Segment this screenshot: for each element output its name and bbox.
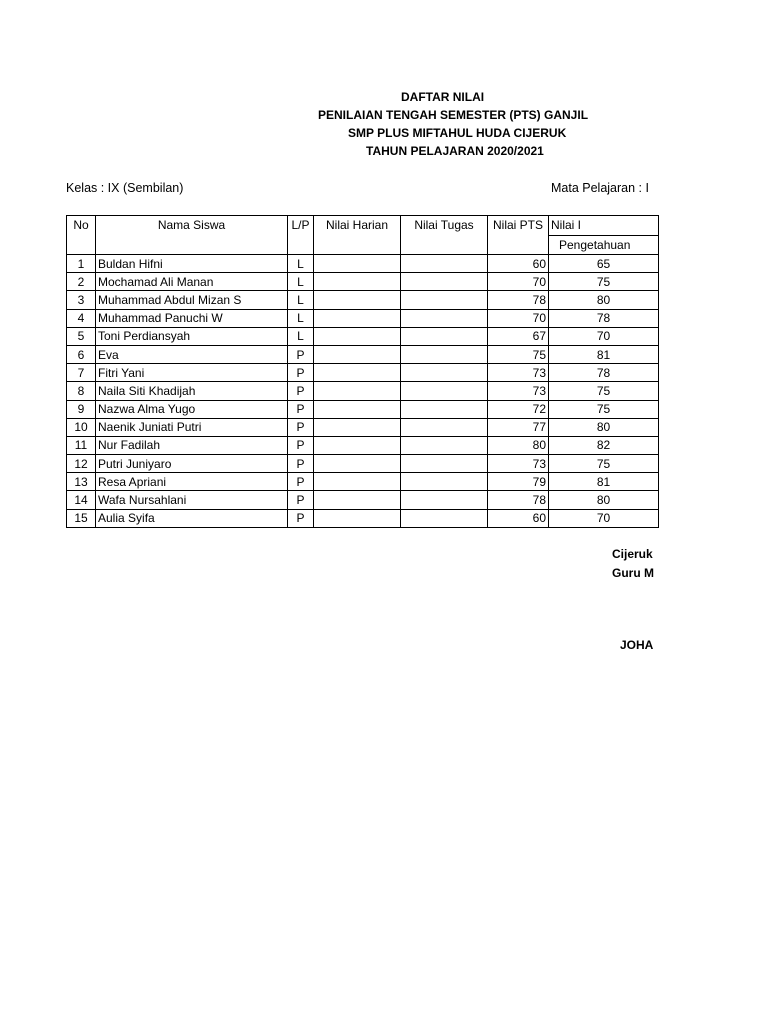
subject-label: Mata Pelajaran : I [551,181,649,195]
table-row [67,418,659,436]
cell-nilai-harian [314,473,401,491]
cell-no: 6 [67,345,96,363]
table-row [67,345,659,363]
cell-pengetahuan: 82 [549,436,659,454]
cell-nilai-pts: 73 [488,382,549,400]
title-pts: PENILAIAN TENGAH SEMESTER (PTS) GANJIL [318,108,589,122]
cell-nilai-tugas [401,309,488,327]
cell-nama-siswa: Fitri Yani [96,364,288,382]
cell-no: 13 [67,473,96,491]
cell-nilai-pts: 80 [488,436,549,454]
title-academic-year: TAHUN PELAJARAN 2020/2021 [366,144,544,158]
cell-nilai-tugas [401,418,488,436]
cell-no: 4 [67,309,96,327]
table-row [67,291,659,309]
cell-pengetahuan: 80 [549,491,659,509]
header-lp: L/P [288,216,314,255]
cell-nama-siswa: Muhammad Abdul Mizan S [96,291,288,309]
cell-nama-siswa: Eva [96,345,288,363]
cell-pengetahuan: 75 [549,455,659,473]
cell-nilai-pts: 70 [488,273,549,291]
signature-role: Guru M [612,566,654,580]
cell-no: 15 [67,509,96,527]
cell-nilai-pts: 77 [488,418,549,436]
cell-nama-siswa: Nur Fadilah [96,436,288,454]
table-row [67,509,659,527]
cell-no: 3 [67,291,96,309]
cell-nama-siswa: Resa Apriani [96,473,288,491]
cell-nama-siswa: Wafa Nursahlani [96,491,288,509]
cell-lp: P [288,455,314,473]
cell-nilai-harian [314,400,401,418]
table-row [67,255,659,273]
cell-lp: P [288,473,314,491]
grades-table-body [67,255,659,528]
cell-lp: P [288,400,314,418]
cell-no: 14 [67,491,96,509]
cell-nilai-tugas [401,327,488,345]
cell-nilai-tugas [401,273,488,291]
cell-nilai-pts: 60 [488,509,549,527]
cell-pengetahuan: 78 [549,309,659,327]
cell-pengetahuan: 75 [549,382,659,400]
header-pengetahuan: Pengetahuan [549,235,659,255]
cell-pengetahuan: 70 [549,509,659,527]
cell-nama-siswa: Mochamad Ali Manan [96,273,288,291]
cell-nilai-tugas [401,455,488,473]
cell-nilai-pts: 79 [488,473,549,491]
signature-place: Cijeruk [612,547,653,561]
table-row [67,309,659,327]
cell-no: 5 [67,327,96,345]
title-daftar-nilai: DAFTAR NILAI [401,90,485,104]
cell-nilai-tugas [401,400,488,418]
cell-nilai-harian [314,436,401,454]
cell-pengetahuan: 80 [549,418,659,436]
cell-pengetahuan: 81 [549,473,659,491]
cell-nilai-tugas [401,473,488,491]
table-row [67,327,659,345]
cell-nilai-harian [314,291,401,309]
cell-nilai-pts: 78 [488,491,549,509]
cell-nilai-tugas [401,364,488,382]
cell-nilai-harian [314,273,401,291]
table-header-row [67,216,659,236]
cell-lp: L [288,255,314,273]
cell-nama-siswa: Naila Siti Khadijah [96,382,288,400]
table-row [67,473,659,491]
header-nama-siswa: Nama Siswa [96,216,288,255]
cell-nilai-pts: 60 [488,255,549,273]
table-row [67,436,659,454]
cell-nilai-tugas [401,436,488,454]
cell-lp: L [288,291,314,309]
cell-nama-siswa: Muhammad Panuchi W [96,309,288,327]
table-row [67,491,659,509]
signature-name: JOHA [620,638,654,652]
cell-no: 10 [67,418,96,436]
table-row [67,382,659,400]
header-no: No [67,216,96,255]
cell-nilai-tugas [401,382,488,400]
cell-no: 11 [67,436,96,454]
table-row [67,455,659,473]
table-row [67,364,659,382]
cell-nilai-harian [314,309,401,327]
cell-nilai-harian [314,509,401,527]
cell-nilai-harian [314,455,401,473]
cell-nilai-pts: 67 [488,327,549,345]
header-nilai-harian: Nilai Harian [314,216,401,255]
cell-nama-siswa: Putri Juniyaro [96,455,288,473]
cell-nilai-harian [314,345,401,363]
cell-nilai-pts: 70 [488,309,549,327]
table-row [67,400,659,418]
cell-lp: P [288,436,314,454]
cell-lp: P [288,491,314,509]
cell-lp: P [288,418,314,436]
cell-pengetahuan: 75 [549,400,659,418]
cell-nilai-harian [314,364,401,382]
cell-lp: L [288,327,314,345]
cell-no: 1 [67,255,96,273]
cell-pengetahuan: 70 [549,327,659,345]
header-nilai-pts: Nilai PTS [488,216,549,255]
header-nilai-tugas: Nilai Tugas [401,216,488,255]
cell-nilai-tugas [401,255,488,273]
cell-nilai-tugas [401,491,488,509]
cell-nilai-harian [314,382,401,400]
cell-nilai-pts: 78 [488,291,549,309]
class-label: Kelas : IX (Sembilan) [66,181,184,195]
cell-nilai-pts: 75 [488,345,549,363]
cell-nilai-tugas [401,345,488,363]
cell-nilai-harian [314,327,401,345]
cell-nilai-tugas [401,291,488,309]
cell-lp: L [288,309,314,327]
cell-no: 2 [67,273,96,291]
grades-table [66,215,659,528]
cell-no: 12 [67,455,96,473]
cell-nilai-harian [314,255,401,273]
cell-pengetahuan: 75 [549,273,659,291]
cell-lp: P [288,509,314,527]
cell-nilai-harian [314,418,401,436]
title-school: SMP PLUS MIFTAHUL HUDA CIJERUK [348,126,567,140]
cell-no: 9 [67,400,96,418]
cell-nama-siswa: Toni Perdiansyah [96,327,288,345]
cell-nilai-harian [314,491,401,509]
cell-no: 8 [67,382,96,400]
cell-lp: P [288,364,314,382]
cell-nilai-pts: 72 [488,400,549,418]
cell-lp: P [288,382,314,400]
cell-pengetahuan: 80 [549,291,659,309]
cell-lp: P [288,345,314,363]
cell-no: 7 [67,364,96,382]
cell-nilai-tugas [401,509,488,527]
cell-pengetahuan: 65 [549,255,659,273]
cell-nilai-pts: 73 [488,364,549,382]
cell-pengetahuan: 78 [549,364,659,382]
cell-nama-siswa: Aulia Syifa [96,509,288,527]
table-row [67,273,659,291]
cell-nilai-pts: 73 [488,455,549,473]
cell-lp: L [288,273,314,291]
header-nilai-group: Nilai I [549,216,659,236]
cell-nama-siswa: Nazwa Alma Yugo [96,400,288,418]
cell-nama-siswa: Buldan Hifni [96,255,288,273]
cell-nama-siswa: Naenik Juniati Putri [96,418,288,436]
cell-pengetahuan: 81 [549,345,659,363]
